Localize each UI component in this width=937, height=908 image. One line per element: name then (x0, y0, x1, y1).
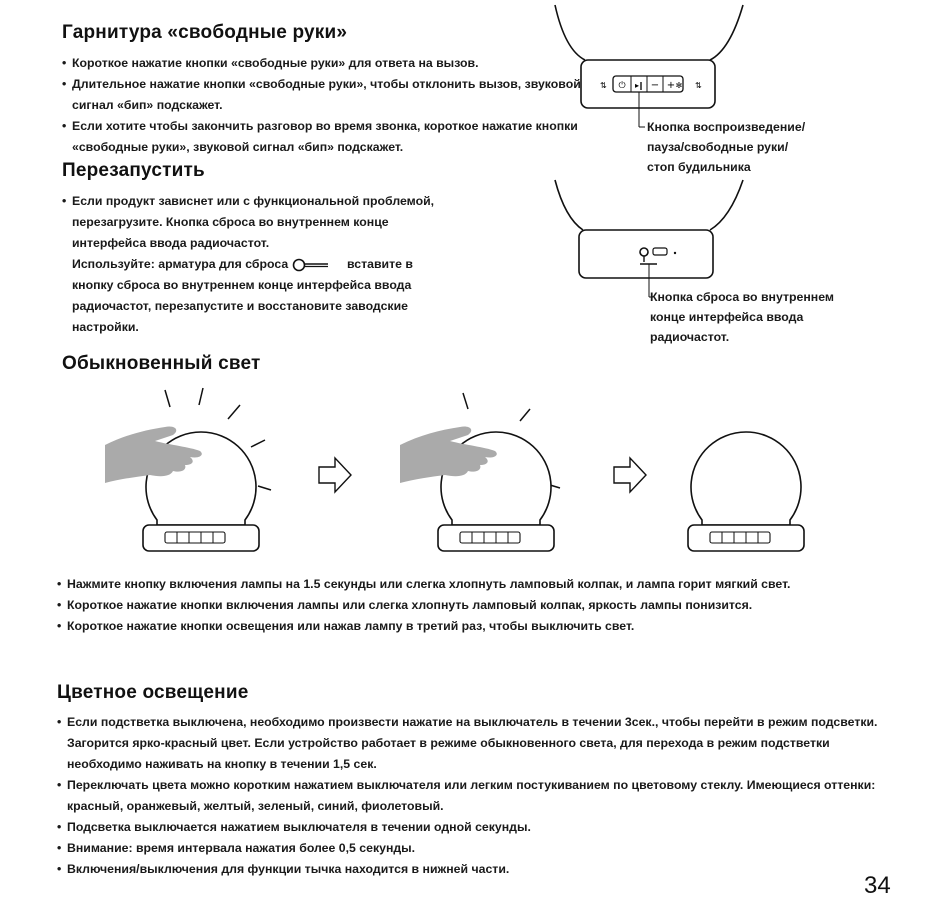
handsfree-title: Гарнитура «свободные руки» (62, 22, 348, 43)
list-item: • Нажмите кнопку включения лампы на 1.5 секунды или слегка хлопнуть ламповый колпак, и лампа горит мягкий свет. (57, 574, 887, 595)
list-item: • Переключать цвета можно коротким нажатием выключателя или легким постукиванием по цветовому стеклу. Имеющиеся оттенки: красный, оранжевый, желтый, зеленый, синий, фиолетовый. (57, 775, 887, 817)
list-item: • Включения/выключения для функции тычка находится в нижней части. (57, 859, 887, 880)
list-item: • Короткое нажатие кнопки «свободные руки» для ответа на вызов. (62, 53, 587, 74)
color-light-list (57, 712, 887, 880)
normal-light-title: Обыкновенный свет (62, 353, 261, 374)
svg-text:✻: ✻ (675, 81, 683, 90)
svg-text:⏻: ⏻ (618, 81, 626, 91)
reset-pin-icon (292, 258, 332, 272)
lamp-dim-with-hand-illustration (390, 385, 580, 560)
svg-text:▸‖: ▸‖ (634, 81, 644, 90)
list-item: • Подсветка выключается нажатием выключателя в течении одной секунды. (57, 817, 887, 838)
svg-text:⇅: ⇅ (600, 81, 607, 90)
restart-text: • Если продукт зависнет или с функциональной проблемой, перезагрузите. Кнопка сброса во внутреннем конце интерфейса ввода радиочастот. Используйте: арматура для сброса вставите в кнопку сброса во внутреннем конце интерфейса ввода радиочастот, перезапустите и восстановите заводские настройки. (62, 194, 435, 334)
arrow-right-icon (317, 455, 353, 495)
restart-title: Перезапустить (62, 160, 205, 181)
list-item: • Если хотите чтобы закончить разговор во время звонка, короткое нажатие кнопки «свободные руки», звуковой сигнал «бип» подскажет. (62, 116, 587, 158)
page-number: 34 (864, 872, 891, 899)
list-item: • Внимание: время интервала нажатия более 0,5 секунды. (57, 838, 887, 859)
normal-light-list (57, 574, 887, 637)
handsfree-list (62, 53, 587, 158)
svg-text:⇅: ⇅ (695, 81, 702, 90)
lamp-off-illustration (640, 385, 830, 560)
list-item: • Длительное нажатие кнопки «свободные руки», чтобы отклонить вызов, звуковой сигнал «бип» подскажет. (62, 74, 587, 116)
color-light-title: Цветное освещение (57, 682, 249, 703)
device-buttons-diagram (545, 5, 745, 130)
list-item: • Короткое нажатие кнопки включения лампы или слегка хлопнуть ламповый колпак, яркость лампы понизится. (57, 595, 887, 616)
playpause-button-callout: Кнопка воспроизведение/ пауза/свободные руки/ стоп будильника (647, 120, 806, 174)
reset-button-callout: Кнопка сброса во внутреннем конце интерфейса ввода радиочастот. (650, 290, 834, 344)
list-item: • Если подстветка выключена, необходимо произвести нажатие на выключатель в течении 3сек., чтобы перейти в режим подсветки. Загорится ярко-красный цвет. Если устройство работает в режиме обыкновенного света, для перехода в режим подстветки необходимо наживать на кнопку в течении 1,5 сек. (57, 712, 887, 775)
list-item: • Короткое нажатие кнопки освещения или нажав лампу в третий раз, чтобы выключить свет. (57, 616, 887, 637)
lamp-lit-with-hand-illustration (95, 385, 285, 560)
svg-text:+: + (666, 80, 676, 91)
svg-text:−: − (650, 80, 660, 91)
